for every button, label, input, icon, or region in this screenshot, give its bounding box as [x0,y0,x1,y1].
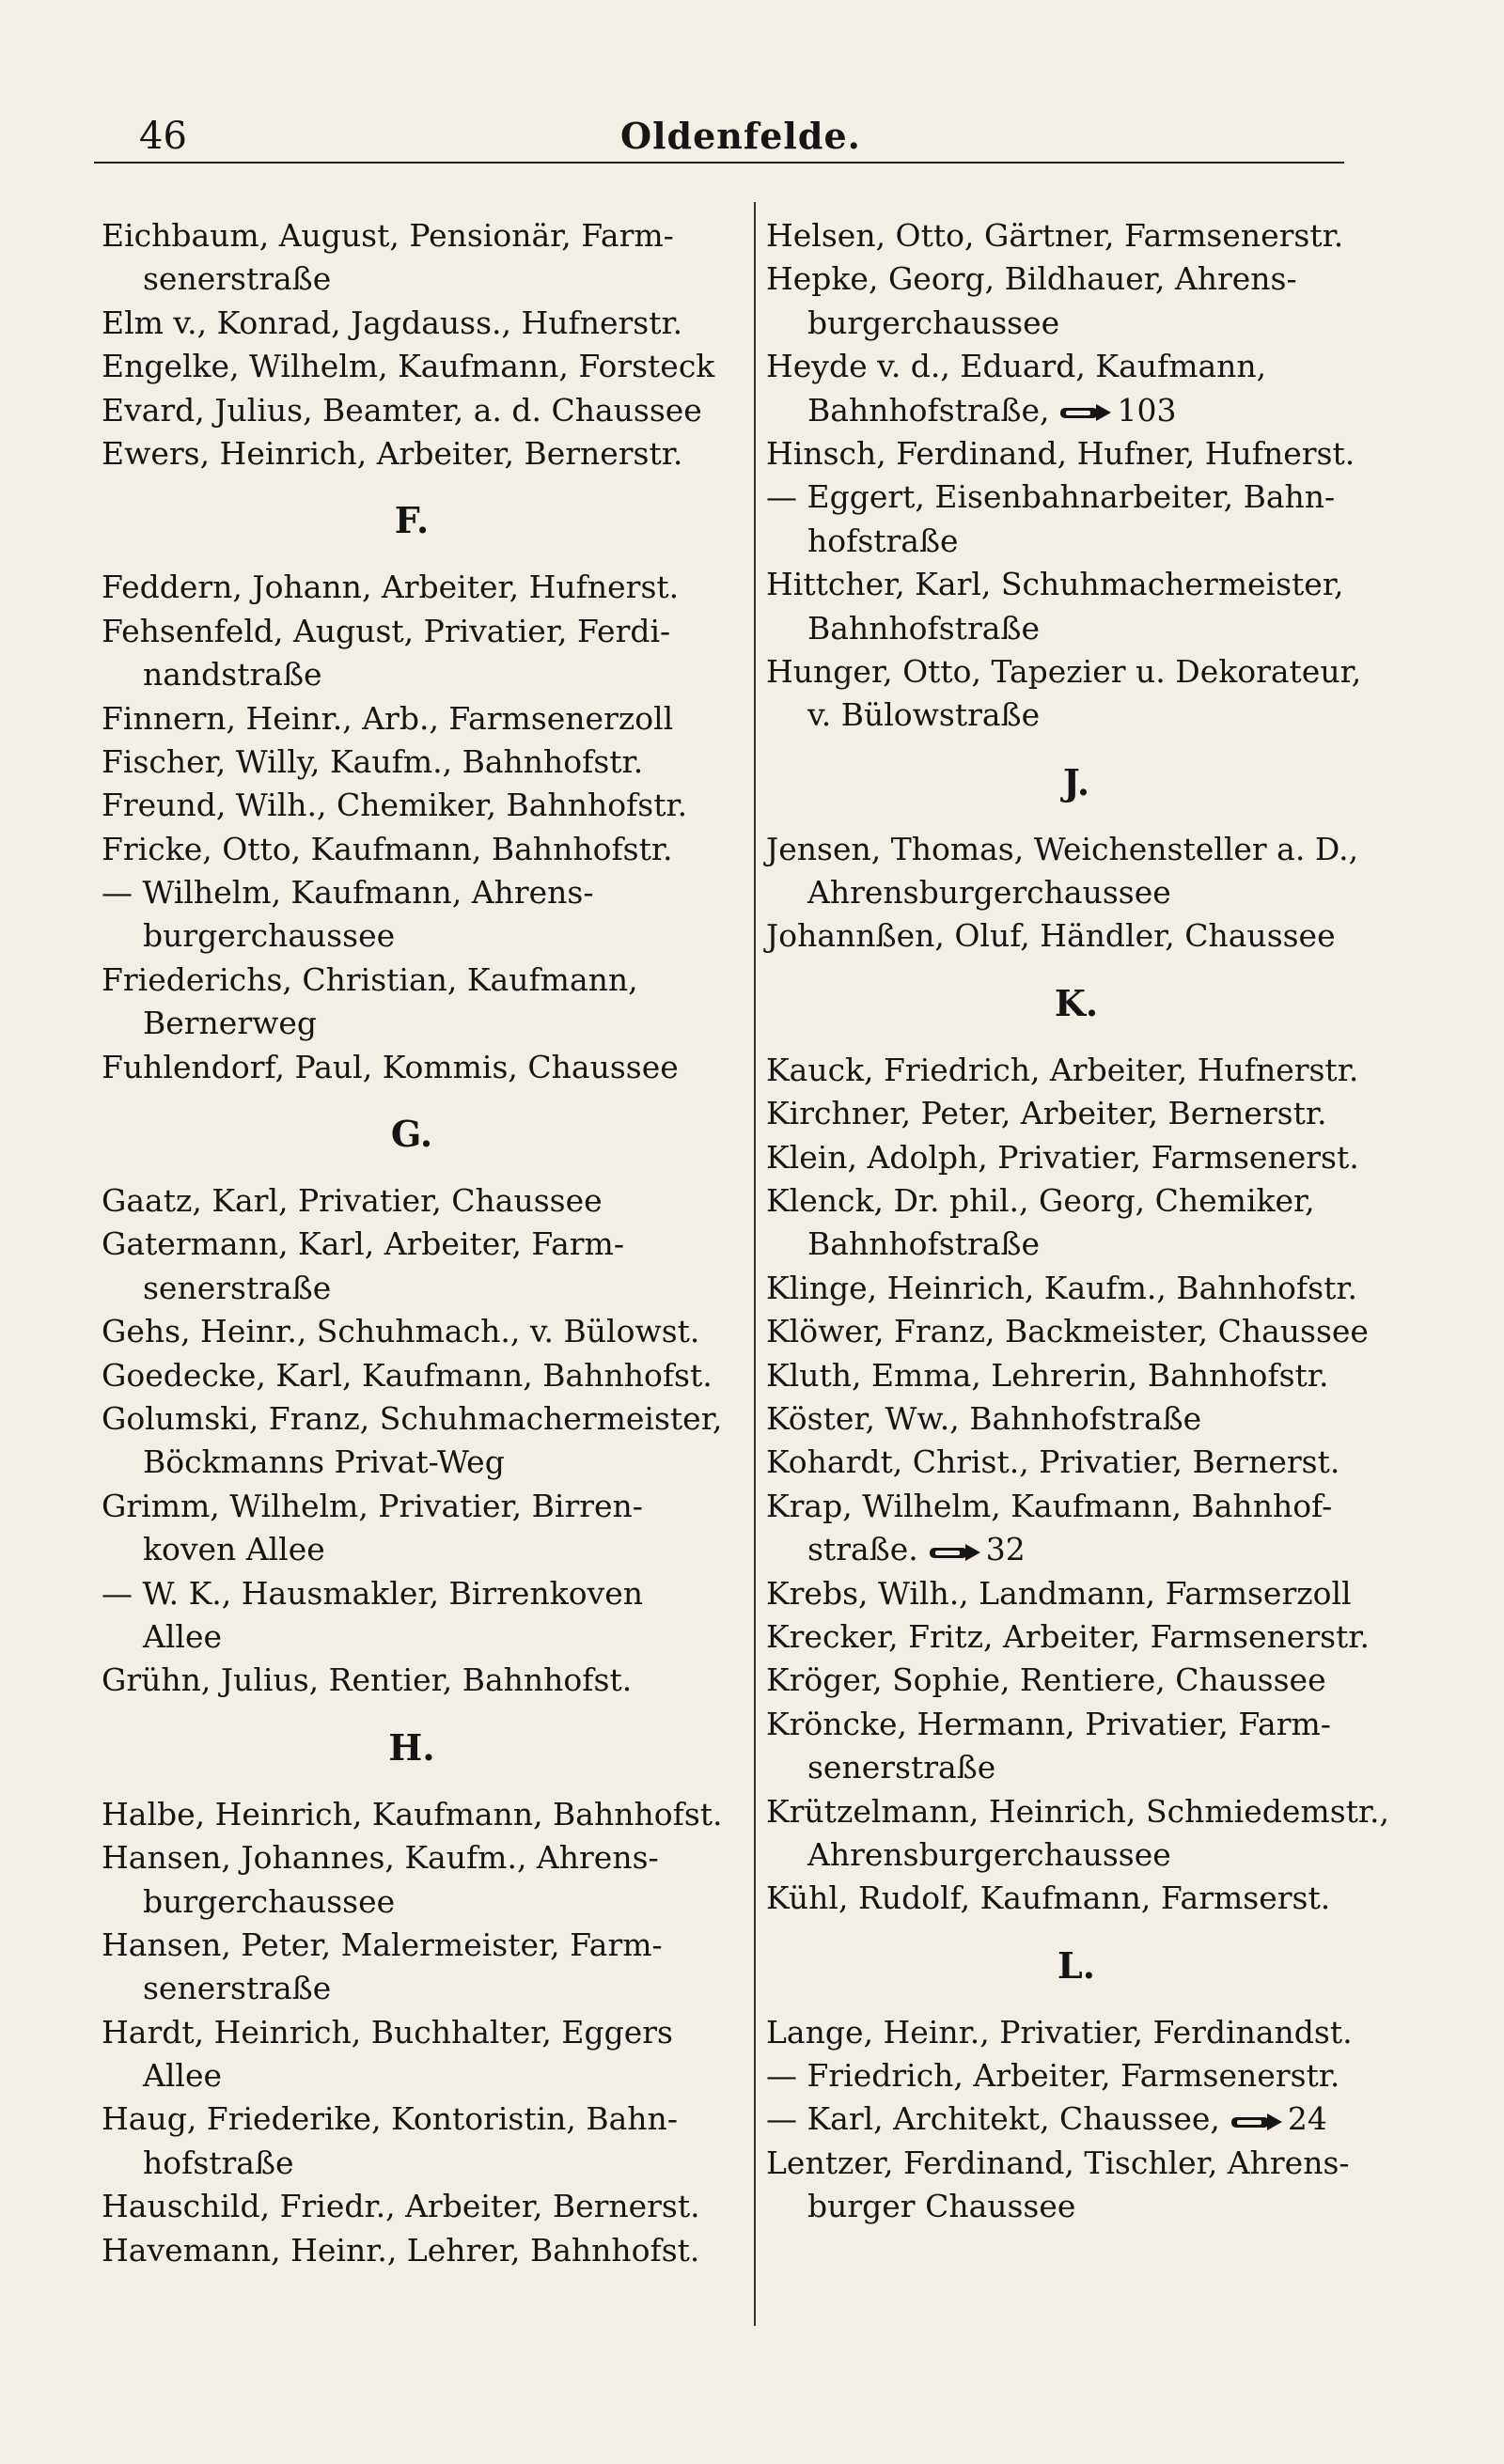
directory-entry-continuation [766,871,1386,914]
entry-text: Hunger, Otto, Tapezier u. Dekorateur, [766,652,1362,690]
entry-text: burger Chaussee [807,2188,1076,2225]
entry-text: v. Bülowstraße [807,696,1041,734]
entry-text: Gaatz, Karl, Privatier, Chaussee [102,1182,603,1220]
telephone-icon [1058,402,1113,423]
entry-text: Halbe, Heinrich, Kaufmann, Bahnhofst. [102,1795,723,1832]
entry-text: Allee [143,1617,222,1655]
directory-entry [102,1485,722,1528]
entry-text: Grühn, Julius, Rentier, Bahnhofst. [102,1661,633,1699]
entry-text: Finnern, Heinr., Arb., Farmsenerzoll [102,699,674,737]
entry-text: Kröger, Sophie, Rentiere, Chaussee [766,1661,1326,1699]
directory-entry-continuation [102,1267,722,1310]
section-letter-heading: J. [1062,760,1090,803]
entry-text: Kühl, Rudolf, Kaufmann, Farmserst. [766,1879,1331,1917]
directory-entry [766,1397,1386,1441]
entry-text: Hardt, Heinrich, Buchhalter, Eggers [102,2013,673,2051]
telephone-icon [928,1542,982,1563]
page-header [94,105,1344,162]
directory-entry [766,1179,1386,1223]
directory-entry [766,476,1386,519]
entry-text: Hansen, Johannes, Kaufm., Ahrens- [102,1839,659,1877]
directory-entry [766,563,1386,606]
directory-entry [766,1615,1386,1659]
directory-entry [766,214,1386,257]
directory-entry-continuation [102,1615,722,1659]
telephone-number [1058,389,1176,434]
entry-text: Hinsch, Ferdinand, Hufner, Hufnerst. [766,434,1355,472]
entry-text: Allee [143,2057,222,2095]
directory-entry [102,2011,722,2054]
entry-text: Böckmanns Privat-Weg [143,1443,505,1481]
entry-text: Krecker, Fritz, Arbeiter, Farmsenerstr. [766,1617,1370,1655]
directory-entry [102,610,722,653]
directory-entry [102,389,722,432]
directory-entry [102,1223,722,1266]
entry-text: Krützelmann, Heinrich, Schmiedemstr., [766,1792,1390,1830]
directory-entry [102,959,722,1002]
entry-text: hofstraße [143,2144,294,2181]
directory-entry-continuation [766,302,1386,345]
directory-entry [102,1310,722,1353]
right-column [766,214,1390,2229]
entry-text: Fehsenfeld, August, Privatier, Ferdi- [102,612,671,649]
directory-entry [102,345,722,388]
left-column [102,214,722,2272]
directory-entry-continuation [766,1746,1386,1789]
entry-text: Kluth, Emma, Lehrerin, Bahnhofstr. [766,1356,1329,1394]
section-letter-heading: F. [394,499,430,542]
entry-text: — Friedrich, Arbeiter, Farmsenerstr. [766,2057,1340,2095]
directory-entry [766,1703,1386,1746]
entry-text: senerstraße [143,1970,332,2007]
telephone-number-value: 103 [1117,391,1177,429]
directory-entry-continuation [766,1528,1386,1571]
section-letter-heading: G. [390,1113,433,1156]
section-letter-heading: L. [1058,1943,1095,1987]
directory-entry [102,1179,722,1223]
entry-text: Hansen, Peter, Malermeister, Farm- [102,1926,663,1963]
telephone-number [1230,2098,1327,2143]
entry-text: Bahnhofstraße [807,1225,1040,1263]
telephone-number-value: 32 [985,1531,1026,1568]
entry-text: Jensen, Thomas, Weichensteller a. D., [766,830,1359,867]
entry-text: Freund, Wilh., Chemiker, Bahnhofstr. [102,787,688,824]
directory-entry [102,1836,722,1879]
directory-entry [766,2142,1386,2185]
entry-text: Krap, Wilhelm, Kaufmann, Bahnhof- [766,1487,1333,1524]
entry-text: Ahrensburgerchaussee [807,1835,1171,1873]
directory-entry-continuation [102,653,722,696]
directory-entry [102,828,722,871]
entry-text: Johannßen, Oluf, Händler, Chaussee [766,917,1336,955]
directory-entry [102,432,722,476]
directory-entry [102,566,722,609]
directory-entry [102,1924,722,1967]
directory-entry [102,2229,722,2272]
directory-entry [766,2054,1386,2098]
entry-text: Ahrensburgerchaussee [807,874,1171,912]
directory-entry [766,2098,1386,2141]
entry-text: Kauck, Friedrich, Arbeiter, Hufnerstr. [766,1051,1359,1088]
directory-entry [102,697,722,741]
directory-entry [766,1049,1386,1092]
entry-text: Helsen, Otto, Gärtner, Farmsenerstr. [766,217,1344,254]
entry-text: Kohardt, Christ., Privatier, Bernerst. [766,1443,1340,1481]
directory-entry [766,1572,1386,1615]
entry-text: Gatermann, Karl, Arbeiter, Farm- [102,1225,624,1263]
entry-text: Fricke, Otto, Kaufmann, Bahnhofstr. [102,830,673,867]
entry-text: burgerchaussee [807,304,1060,341]
entry-text: Feddern, Johann, Arbeiter, Hufnerst. [102,569,680,606]
directory-entry-continuation [766,2185,1386,2228]
entry-text: Lentzer, Ferdinand, Tischler, Ahrens- [766,2144,1350,2181]
directory-entry-continuation [766,694,1386,737]
directory-entry [766,650,1386,694]
entry-text: Grimm, Wilhelm, Privatier, Birren- [102,1487,643,1524]
directory-entry-continuation [766,520,1386,563]
directory-entry-continuation [102,1002,722,1045]
entry-text: Friederichs, Christian, Kaufmann, [102,960,638,998]
directory-entry [766,257,1386,301]
entry-text: — Karl, Architekt, Chaussee, [766,2100,1220,2138]
directory-entry-continuation [102,1880,722,1924]
directory-entry [102,1046,722,1089]
directory-entry-continuation [766,389,1386,432]
entry-text: Bahnhofstraße, [807,391,1050,429]
directory-entry [102,1354,722,1397]
directory-entry-continuation [102,1441,722,1484]
entry-text: Kröncke, Hermann, Privatier, Farm- [766,1705,1331,1742]
directory-entry-continuation [766,1833,1386,1877]
directory-entry [766,1310,1386,1353]
directory-entry [102,1572,722,1615]
directory-entry [766,1441,1386,1484]
entry-text: Krebs, Wilh., Landmann, Farmserzoll [766,1574,1352,1612]
directory-entry [766,1092,1386,1135]
entry-text: — Wilhelm, Kaufmann, Ahrens- [102,874,594,912]
entry-text: koven Allee [143,1531,325,1568]
section-letter-heading: K. [1054,981,1099,1024]
entry-text: burgerchaussee [143,917,396,955]
directory-entry-continuation [766,1223,1386,1266]
directory-entry [766,1267,1386,1310]
directory-entry [102,1397,722,1441]
directory-entry [766,1136,1386,1179]
directory-entry-continuation [102,2054,722,2098]
entry-text: — Eggert, Eisenbahnarbeiter, Bahn- [766,478,1336,516]
entry-text: senerstraße [143,260,332,298]
directory-entry [102,2098,722,2141]
directory-entry [766,1354,1386,1397]
directory-entry-continuation [102,257,722,301]
directory-entry [102,1659,722,1702]
entry-text: Golumski, Franz, Schuhmachermeister, [102,1399,723,1437]
entry-text: Elm v., Konrad, Jagdauss., Hufnerstr. [102,304,683,341]
entry-text: Evard, Julius, Beamter, a. d. Chaussee [102,391,702,429]
entry-text: Ewers, Heinrich, Arbeiter, Bernerstr. [102,434,683,472]
section-letter-heading: H. [388,1725,435,1769]
telephone-number [928,1528,1026,1573]
directory-entry [102,302,722,345]
entry-text: straße. [807,1531,918,1568]
directory-entry-continuation [102,914,722,958]
entry-text: Eichbaum, August, Pensionär, Farm- [102,217,674,254]
directory-entry [766,432,1386,476]
directory-entry [766,1790,1390,1833]
header-rule [94,162,1344,164]
directory-entry-continuation [102,1528,722,1571]
running-title: Oldenfelde. [620,115,861,157]
entry-text: Kirchner, Peter, Arbeiter, Bernerstr. [766,1095,1327,1132]
entry-text: — W. K., Hausmakler, Birrenkoven [102,1574,643,1612]
directory-entry [766,1659,1386,1702]
entry-text: Klein, Adolph, Privatier, Farmsenerst. [766,1138,1359,1176]
entry-text: Hauschild, Friedr., Arbeiter, Bernerst. [102,2188,700,2225]
directory-entry [102,214,722,257]
entry-text: Engelke, Wilhelm, Kaufmann, Forsteck [102,348,715,385]
entry-text: Lange, Heinr., Privatier, Ferdinandst. [766,2013,1353,2051]
entry-text: Goedecke, Karl, Kaufmann, Bahnhofst. [102,1356,713,1394]
directory-entry [102,784,722,827]
entry-text: Hittcher, Karl, Schuhmachermeister, [766,566,1344,603]
entry-text: Hepke, Georg, Bildhauer, Ahrens- [766,260,1297,298]
directory-entry [766,1485,1386,1528]
entry-text: hofstraße [807,522,959,559]
directory-entry [102,741,722,784]
entry-text: Haug, Friederike, Kontoristin, Bahn- [102,2100,678,2138]
entry-text: Klenck, Dr. phil., Georg, Chemiker, [766,1182,1315,1220]
directory-entry-continuation [102,1967,722,2010]
entry-text: nandstraße [143,656,322,694]
directory-entry-continuation [766,607,1386,650]
entry-text: Klinge, Heinrich, Kaufm., Bahnhofstr. [766,1269,1357,1306]
column-divider [754,202,756,2326]
telephone-number-value: 24 [1287,2100,1327,2138]
entry-text: Köster, Ww., Bahnhofstraße [766,1399,1202,1437]
directory-entry [766,828,1386,871]
entry-text: Havemann, Heinr., Lehrer, Bahnhofst. [102,2231,700,2269]
entry-text: Bernerweg [143,1005,318,1042]
entry-text: Gehs, Heinr., Schuhmach., v. Bülowst. [102,1313,700,1350]
directory-entry [102,1793,722,1836]
telephone-icon [1230,2112,1284,2132]
entry-text: burgerchaussee [143,1882,396,1920]
entry-text: Heyde v. d., Eduard, Kaufmann, [766,348,1267,385]
entry-text: senerstraße [807,1749,996,1786]
entry-text: Bahnhofstraße [807,609,1040,647]
directory-entry [102,2185,722,2228]
directory-entry [102,871,722,914]
directory-entry [766,1877,1386,1920]
entry-text: Fischer, Willy, Kaufm., Bahnhofstr. [102,742,644,780]
directory-entry-continuation [102,2142,722,2185]
entry-text: Klöwer, Franz, Backmeister, Chaussee [766,1313,1369,1350]
directory-entry [766,2011,1386,2054]
entry-text: Fuhlendorf, Paul, Kommis, Chaussee [102,1048,679,1085]
directory-entry [766,345,1386,388]
directory-entry [766,914,1386,958]
page-number: 46 [139,115,187,158]
entry-text: senerstraße [143,1269,332,1306]
